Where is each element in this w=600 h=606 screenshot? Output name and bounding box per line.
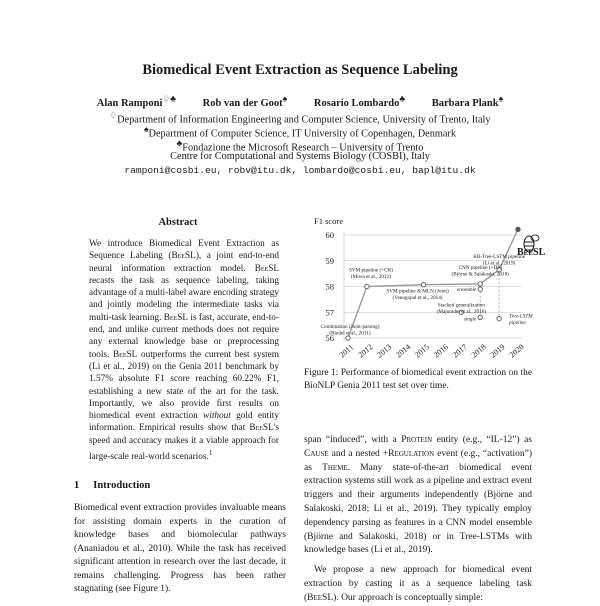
y-tick-label: 59 bbox=[325, 255, 334, 266]
beesl-logo bbox=[517, 235, 546, 258]
point-label: (Miwa et al., 2012) bbox=[350, 274, 391, 280]
x-tick-label: 2015 bbox=[413, 342, 432, 360]
point-label: SVM pipeline (+CR) bbox=[348, 267, 393, 274]
author: Rosario Lombardo♣ bbox=[313, 93, 406, 109]
y-tick-label: 56 bbox=[325, 333, 334, 343]
author: Barbara Plank♠ bbox=[431, 93, 504, 109]
affiliation: ♢Department of Information Engineering and Computer Science, University of Trento, Italy bbox=[109, 110, 491, 126]
data-point bbox=[497, 316, 501, 320]
point-label: KB-Tree-LSTM pipeline bbox=[473, 253, 526, 260]
beesl-logo-text: BeeSL bbox=[517, 247, 546, 258]
author-emails: ramponi@cosbi.eu, robv@itu.dk, lombardo@cosbi.eu, bapl@itu.dk bbox=[124, 165, 476, 176]
abstract-heading: Abstract bbox=[158, 217, 198, 228]
y-tick-label: 57 bbox=[325, 307, 334, 318]
point-label: (Majumder et al., 2016) bbox=[436, 308, 487, 315]
data-point bbox=[365, 284, 369, 288]
data-point bbox=[478, 287, 482, 291]
point-label: (Li et al., 2019) bbox=[482, 260, 516, 267]
x-tick-label: 2019 bbox=[488, 342, 507, 360]
affiliation: Centre for Computational and Systems Biology (COSBI), Italy bbox=[170, 151, 430, 162]
x-tick-label: 2016 bbox=[431, 342, 450, 360]
abstract-body: We introduce Biomedical Event Extraction as Sequence Labeling (BeeSL), a joint end-to-end neural information extraction model. BeeSL recasts the task as sequence labeling, taking advantage of a multi-label aware encoding strategy and jointly modeling the intermediate tasks via multi-task learning. BeeSL is fast, accurate, end-to-end, and unlike current methods does not require any external knowledge base or preprocessing tools. BeeSL outperforms the current best system (Li et al., 2019) on the Genia 2011 benchmark by 1.57% absolute F1 score reaching 60.22% F1, establishing a new state of the art for the task. Importantly, we also provide first results on biomedical event extraction without gold entity information. Empirical results show that BeeSL's speed and accuracy makes it a viable approach for large-scale real-world scenarios.$^1$ bbox=[89, 239, 279, 463]
affiliation: ♣Fondazione the Microsoft Research – University of Trento bbox=[176, 138, 424, 154]
f1-line-chart bbox=[304, 210, 546, 360]
point-label: (Riedel et al., 2011) bbox=[329, 330, 371, 337]
point-label: (Björne & Salakoski, 2018) bbox=[451, 271, 509, 278]
data-point bbox=[421, 282, 425, 286]
point-label: single bbox=[463, 316, 477, 323]
author: Alan Ramponi♢♣ bbox=[96, 93, 176, 109]
point-label: (Venugopal et al., 2014) bbox=[392, 295, 443, 302]
x-tick-label: 2018 bbox=[469, 342, 488, 360]
data-point bbox=[478, 315, 482, 319]
x-tick-label: 2020 bbox=[507, 342, 526, 360]
data-point bbox=[478, 282, 482, 286]
point-label: SVM pipeline & MLN (Joint) bbox=[386, 288, 449, 295]
point-label: ensemble bbox=[456, 287, 477, 294]
affiliation: ♠Department of Computer Science, IT University of Copenhagen, Denmark bbox=[143, 124, 457, 140]
y-tick-label: 58 bbox=[325, 281, 334, 292]
x-tick-label: 2017 bbox=[450, 342, 469, 360]
point-label: pipeline bbox=[509, 320, 526, 327]
figure-1-chart bbox=[304, 210, 546, 360]
point-label: CNN pipeline (+DP) bbox=[458, 264, 502, 271]
x-tick-label: 2012 bbox=[356, 342, 375, 360]
x-tick-label: 2011 bbox=[337, 342, 356, 360]
point-label: Stacked generalization bbox=[437, 302, 485, 309]
point-label: Combination (Joint-parsing) bbox=[320, 324, 380, 330]
y-axis-label: F1 score bbox=[314, 216, 344, 226]
point-label: Tree-LSTM bbox=[509, 313, 533, 320]
right-column-body: span “induced”, with a Protein entity (e.g., “IL-12”) as Cause and a nested +Regulation event (e.g., “activation”) as Theme. Many state-of-the-art biomedical event extraction systems still work as a pipeline and extract event triggers and their arguments independently (Björne and Salakoski, 2018; Li et al., 2019). They typically employ dependency parsing as features in a CNN model ensemble (Björne and Salakoski, 2018) or in Tree-LSTMs with knowledge bases (Li et al., 2019). We propose a new approach for biomedical event extraction by casting it as a sequence labeling task (BeeSL). Our approach is conceptually simple: bbox=[304, 435, 533, 603]
section-heading-introduction: 1 Introduction bbox=[74, 480, 151, 491]
footnote-marker[interactable]: 1 bbox=[208, 448, 213, 458]
author: Rob van der Goot♠ bbox=[202, 93, 288, 109]
data-point bbox=[516, 227, 520, 231]
sota-line bbox=[348, 229, 518, 338]
paper-title: Biomedical Event Extraction as Sequence Labeling bbox=[142, 62, 458, 78]
figure-1-caption: Figure 1: Performance of biomedical event extraction on the BioNLP Genia 2011 test set over time. bbox=[304, 368, 532, 391]
introduction-body: Biomedical event extraction provides invaluable means for assisting domain experts in the curation of knowledge bases and biomolecular pathways (Ananiadou et al., 2010). While the task has received significant attention in research over the last decade, it remains challenging. Progress has been rather stagnating (see Figure 1). bbox=[74, 503, 286, 594]
author-list bbox=[0, 93, 600, 109]
y-tick-label: 60 bbox=[325, 230, 334, 240]
x-tick-label: 2014 bbox=[394, 342, 413, 360]
x-tick-label: 2013 bbox=[375, 342, 394, 360]
